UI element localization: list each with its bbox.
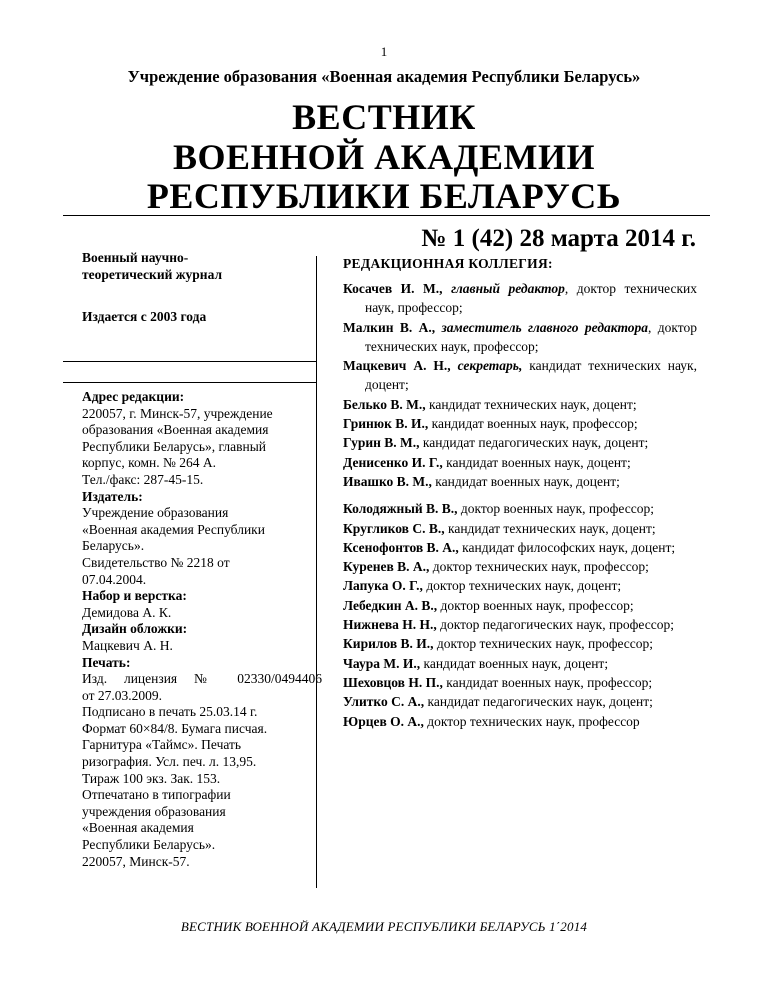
board-member — [343, 634, 697, 653]
print-line: Подписано в печать 25.03.14 г. — [82, 704, 258, 720]
member-details: кандидат военных наук, доцент; — [420, 655, 609, 671]
publisher-line: Учреждение образования — [82, 505, 229, 521]
print-line: 220057, Минск-57. — [82, 853, 190, 869]
member-details: кандидат философских наук, доцент; — [458, 539, 676, 555]
board-member — [343, 673, 697, 692]
member-name: Юрцев О. А., — [343, 713, 424, 729]
board-member — [343, 712, 697, 731]
member-name: Нижнева Н. Н., — [343, 617, 437, 633]
imprint-block — [82, 389, 322, 870]
member-details: доктор технических наук, доцент; — [422, 578, 622, 594]
journal-title-line: РЕСПУБЛИКИ БЕЛАРУСЬ — [146, 176, 622, 216]
journal-type-line: Военный научно- — [82, 250, 189, 265]
print-label: Печать: — [82, 654, 131, 670]
member-details: кандидат педагогических наук, доцент; — [424, 694, 653, 710]
print-line: Гарнитура «Таймс». Печать — [82, 737, 242, 753]
board-member — [343, 692, 697, 711]
member-name: Чаура М. И., — [343, 655, 421, 671]
print-line: от 27.03.2009. — [82, 687, 162, 703]
board-member — [343, 519, 697, 538]
left-column-rule — [63, 382, 316, 383]
member-name: Колодяжный В. В., — [343, 501, 458, 517]
member-name: Косачев И. М., — [343, 281, 443, 296]
member-details: кандидат технических наук, доцент; — [425, 396, 637, 412]
member-details: кандидат военных наук, профессор; — [428, 416, 638, 432]
member-details: кандидат педагогических наук, доцент; — [419, 435, 649, 451]
board-member — [343, 433, 697, 452]
member-name: Белько В. М., — [343, 396, 426, 412]
published-since: Издается с 2003 года — [82, 309, 207, 324]
board-member — [343, 356, 697, 395]
print-line: Изд. лицензия № 02330/0494406 — [82, 671, 322, 687]
address-line: 220057, г. Минск-57, учреждение — [82, 405, 273, 421]
editorial-board-heading: РЕДАКЦИОННАЯ КОЛЛЕГИЯ: — [343, 256, 553, 271]
publisher-line: «Военная академия Республики — [82, 521, 265, 537]
board-member — [343, 414, 697, 433]
publisher-line: Свидетельство № 2218 от — [82, 554, 230, 570]
running-footer: ВЕСТНИК ВОЕННОЙ АКАДЕМИИ РЕСПУБЛИКИ БЕЛАРУСЬ 1΄2014 — [180, 919, 588, 934]
member-details: доктор военных наук, профессор; — [437, 597, 634, 613]
journal-type — [82, 250, 314, 283]
board-member — [343, 557, 697, 576]
journal-title-line: ВОЕННОЙ АКАДЕМИИ — [173, 137, 595, 177]
address-line: образования «Военная академия — [82, 422, 269, 438]
institution-name: Учреждение образования «Военная академия Республики Беларусь» — [127, 67, 641, 86]
member-name: Куренев В. А., — [343, 559, 430, 575]
member-role: секретарь, — [457, 358, 523, 374]
column-divider — [316, 256, 317, 888]
member-name: Ивашко В. М., — [343, 473, 432, 489]
address-line: Республики Беларусь», главный — [82, 438, 267, 454]
member-role: заместитель главного редактора — [441, 319, 649, 335]
member-name: Гурин В. М., — [343, 435, 420, 451]
member-details: доктор педагогических наук, профессор; — [436, 617, 674, 633]
publisher-label: Издатель: — [82, 488, 143, 504]
member-details: кандидат военных наук, профессор; — [442, 674, 653, 690]
member-name: Ксенофонтов В. А., — [343, 539, 459, 555]
member-details: кандидат военных наук, доцент; — [442, 454, 631, 470]
member-name: Кругликов С. В., — [343, 520, 445, 536]
publisher-line: 07.04.2004. — [82, 571, 147, 587]
member-details: , доктор технических наук, профессор; — [365, 319, 697, 354]
board-member — [343, 654, 697, 673]
member-details: доктор технических наук, профессор; — [429, 559, 649, 575]
board-member — [343, 318, 697, 357]
member-name: Лапука О. Г., — [343, 578, 423, 594]
address-label: Адрес редакции: — [82, 389, 185, 404]
spacer — [343, 491, 697, 499]
address-line: Тел./факс: 287-45-15. — [82, 471, 204, 487]
member-name: Лебедкин А. В., — [343, 597, 438, 613]
member-details: кандидат технических наук, доцент; — [365, 358, 697, 393]
left-column-rule — [63, 361, 316, 362]
print-line: Тираж 100 экз. Зак. 153. — [82, 770, 221, 786]
typesetting-label: Набор и верстка: — [82, 588, 187, 604]
journal-title-line: ВЕСТНИК — [292, 97, 476, 137]
member-details: доктор военных наук, профессор; — [457, 501, 654, 517]
member-details: доктор технических наук, профессор; — [433, 636, 654, 652]
board-member — [343, 279, 697, 318]
print-line: Формат 60×84/8. Бумага писчая. — [82, 720, 268, 736]
member-details: , доктор технических наук, профессор; — [365, 281, 698, 316]
print-line: ризография. Усл. печ. л. 13,95. — [82, 754, 257, 770]
member-details: кандидат военных наук, доцент; — [431, 473, 620, 489]
address-line: корпус, комн. № 264 А. — [82, 455, 216, 471]
member-role: главный редактор — [451, 281, 565, 296]
design-label: Дизайн обложки: — [82, 621, 188, 637]
member-name: Улитко С. А., — [343, 694, 425, 710]
board-member — [343, 576, 697, 595]
member-name: Мацкевич А. Н., — [343, 358, 451, 374]
print-line: Республики Беларусь». — [82, 837, 216, 853]
member-name: Малкин В. А., — [343, 319, 436, 335]
horizontal-rule — [63, 215, 710, 216]
member-name: Кирилов В. И., — [343, 636, 434, 652]
member-name: Денисенко И. Г., — [343, 454, 443, 470]
journal-type-line: теоретический журнал — [82, 266, 223, 282]
member-name: Гринюк В. И., — [343, 416, 429, 432]
publisher-line: Беларусь». — [82, 538, 145, 554]
board-member — [343, 615, 697, 634]
board-member — [343, 472, 697, 491]
print-line: «Военная академия — [82, 820, 194, 836]
typesetting-name: Демидова А. К. — [82, 604, 172, 620]
print-line: Отпечатано в типографии — [82, 787, 231, 803]
board-member — [343, 499, 697, 518]
member-details: кандидат технических наук, доцент; — [444, 520, 656, 536]
member-details: доктор технических наук, профессор — [423, 713, 640, 729]
print-line: учреждения образования — [82, 803, 226, 819]
page-number: 1 — [380, 44, 388, 59]
board-member — [343, 395, 697, 414]
editorial-board-list — [343, 279, 697, 731]
design-name: Мацкевич А. Н. — [82, 637, 173, 653]
issue-number-date: № 1 (42) 28 марта 2014 г. — [421, 225, 696, 252]
board-member — [343, 596, 697, 615]
member-name: Шеховцов Н. П., — [343, 674, 443, 690]
board-member — [343, 453, 697, 472]
board-member — [343, 538, 697, 557]
